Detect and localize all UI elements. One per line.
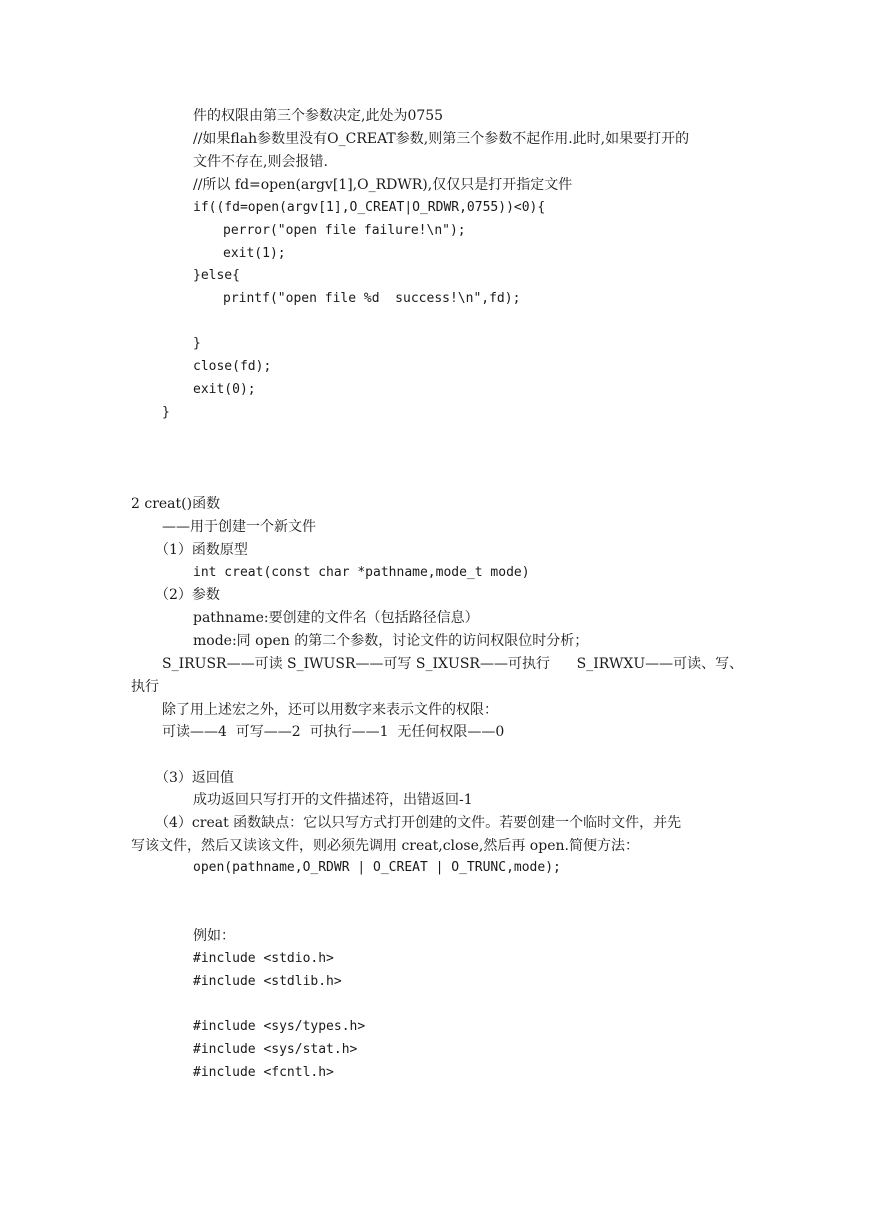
include-line: #include <sys/types.h>	[193, 1019, 366, 1034]
macros-line-wrap: 执行	[131, 679, 159, 695]
code-comment-line: 件的权限由第三个参数决定,此处为0755	[193, 108, 444, 124]
code-comment-line: 文件不存在,则会报错.	[193, 154, 328, 170]
function-prototype: int creat(const char *pathname,mode_t mode)	[193, 565, 530, 580]
return-description: 成功返回只写打开的文件描述符，出错返回-1	[193, 792, 473, 808]
code-comment-line: //如果flah参数里没有O_CREAT参数,则第三个参数不起作用.此时,如果要打开的	[193, 131, 690, 147]
code-line: perror("open file failure!\n");	[223, 223, 466, 238]
subsection-title: （1）函数原型	[155, 542, 248, 558]
subsection-title: （2）参数	[155, 587, 220, 603]
param-mode: mode:同 open 的第二个参数，讨论文件的访问权限位时分析；	[193, 633, 589, 649]
code-line: exit(0);	[193, 382, 256, 397]
code-line: }	[162, 405, 170, 420]
section-description: ——用于创建一个新文件	[162, 519, 316, 535]
drawback-line: （4）creat 函数缺点：它以只写方式打开创建的文件。若要创建一个临时文件，并先	[155, 815, 682, 831]
numbers-intro: 除了用上述宏之外，还可以用数字来表示文件的权限：	[162, 702, 498, 718]
drawback-line-wrap: 写该文件，然后又读该文件，则必须先调用 creat,close,然后再 open.简便方法：	[131, 838, 639, 854]
code-line: printf("open file %d success!\n",fd);	[223, 291, 521, 306]
macros-line: S_IRUSR——可读 S_IWUSR——可写 S_IXUSR——可执行 S_IRWXU——可读、写、	[162, 656, 744, 672]
include-line: #include <sys/stat.h>	[193, 1042, 358, 1057]
subsection-title: （3）返回值	[155, 770, 234, 786]
numbers-permissions: 可读——4 可写——2 可执行——1 无任何权限——0	[162, 724, 505, 740]
include-line: #include <stdlib.h>	[193, 974, 342, 989]
include-line: #include <fcntl.h>	[193, 1065, 334, 1080]
example-label: 例如：	[193, 928, 235, 944]
code-line: exit(1);	[223, 246, 286, 261]
code-line: close(fd);	[193, 359, 272, 374]
code-line: }else{	[193, 268, 240, 283]
open-alternative: open(pathname,O_RDWR | O_CREAT | O_TRUNC,mode);	[193, 860, 561, 875]
code-line: }	[193, 336, 201, 351]
code-line: if((fd=open(argv[1],O_CREAT|O_RDWR,0755))<0){	[193, 200, 546, 215]
code-comment-line: //所以 fd=open(argv[1],O_RDWR),仅仅只是打开指定文件	[193, 177, 573, 193]
param-pathname: pathname:要创建的文件名（包括路径信息）	[193, 610, 479, 626]
include-line: #include <stdio.h>	[193, 951, 334, 966]
section-heading: 2 creat()函数	[131, 496, 221, 512]
